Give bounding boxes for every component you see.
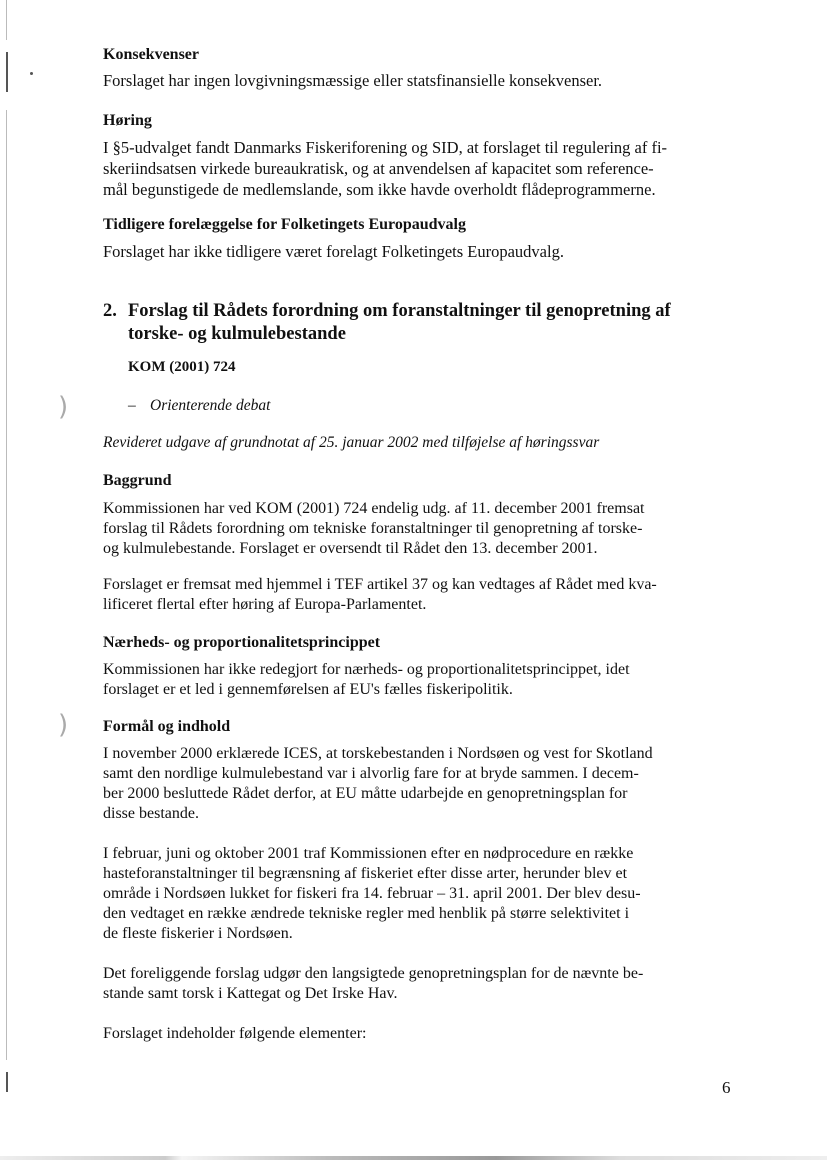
section-heading: Konsekvenser: [103, 46, 199, 63]
section-konsekvenser: [103, 44, 743, 91]
section-baggrund: [103, 470, 743, 615]
section-heading: Tidligere forelæggelse for Folketingets Europaudvalg: [103, 216, 466, 233]
text-line: og kulmulebestande. Forslaget er oversendt til Rådet den 13. december 2001.: [103, 540, 598, 557]
scan-bottom-edge: [0, 1156, 827, 1160]
text-line: Forslaget indeholder følgende elementer:: [103, 1025, 367, 1042]
text-line: samt den nordlige kulmulebestand var i alvorlig fare for at bryde sammen. I decem-: [103, 765, 639, 782]
section-heading: Formål og indhold: [103, 718, 231, 735]
kom-reference: KOM (2001) 724: [128, 359, 236, 375]
text-line: de fleste fiskerier i Nordsøen.: [103, 925, 293, 942]
text-line: Forslaget er fremsat med hjemmel i TEF artikel 37 og kan vedtages af Rådet med kva-: [103, 576, 657, 593]
paragraph: [103, 499, 743, 559]
text-line: skeriindsatsen virkede bureaukratisk, og at anvendelsen af kapacitet som reference-: [103, 159, 654, 178]
text-line: disse bestande.: [103, 805, 199, 822]
scan-edge-line: [6, 0, 7, 40]
text-line: den vedtaget en række ændrede tekniske regler med henblik på større selektivitet i: [103, 905, 630, 922]
text-line: Kommissionen har ikke redegjort for nærheds- og proportionalitetsprincippet, idet: [103, 661, 630, 678]
debate-label: Orienterende debat: [150, 397, 271, 414]
paragraph: [103, 844, 743, 944]
section-tidligere-forelaeggelse: [103, 214, 743, 262]
paragraph: [103, 964, 743, 1004]
text-line: ber 2000 besluttede Rådet derfor, at EU måtte udarbejde en genopretningsplan for: [103, 785, 628, 802]
item-title-line: Forslag til Rådets forordning om foranstaltninger til genopretning af: [128, 301, 671, 321]
text-line: hasteforanstaltninger til begrænsning af fiskeriet efter disse arter, herunder blev et: [103, 865, 628, 882]
scan-speck: [30, 72, 33, 75]
text-line: stande samt torsk i Kattegat og Det Irske Hav.: [103, 985, 398, 1002]
paragraph: [103, 1024, 743, 1044]
section-heading: Høring: [103, 112, 152, 129]
section-formaal-og-indhold: [103, 716, 743, 1044]
revised-note: Revideret udgave af grundnotat af 25. januar 2002 med tilføjelse af høringssvar: [103, 434, 600, 451]
text-line: forslag til Rådets forordning om tekniske foranstaltninger til genopretning af torske-: [103, 520, 643, 537]
paragraph: [103, 744, 743, 824]
scan-edge-mark: [6, 52, 8, 92]
text-line: I november 2000 erklærede ICES, at torskebestanden i Nordsøen og vest for Skotland: [103, 745, 653, 762]
text-line: I §5-udvalget fandt Danmarks Fiskeriforening og SID, at forslaget til regulering af fi-: [103, 138, 668, 157]
section-heading: Nærheds- og proportionalitetsprincippet: [103, 634, 381, 651]
scan-edge-line: [6, 110, 7, 1060]
debate-type: [128, 397, 270, 415]
text-line: område i Nordsøen lukket for fiskeri fra 14. februar – 31. april 2001. Der blev desu-: [103, 885, 641, 902]
text-line: Kommissionen har ved KOM (2001) 724 endelig udg. af 11. december 2001 fremsat: [103, 500, 645, 517]
text-line: mål begunstigede de medlemslande, som ikke havde overholdt flådeprogrammerne.: [103, 180, 656, 199]
paragraph: [103, 575, 743, 615]
dash-bullet: –: [128, 397, 136, 414]
text-line: Det foreliggende forslag udgør den langsigtede genopretningsplan for de nævnte be-: [103, 965, 644, 982]
item-title-line: torske- og kulmulebestande: [128, 324, 346, 344]
text-line: forslaget er et led i gennemførelsen af EU's fælles fiskeripolitik.: [103, 681, 513, 698]
punch-hole-mark: ): [58, 392, 69, 422]
section-horing: [103, 110, 743, 200]
section-heading: Baggrund: [103, 472, 172, 489]
punch-hole-mark: ): [58, 710, 69, 740]
section-naerhedsprincippet: [103, 632, 743, 700]
text-line: lificeret flertal efter høring af Europa-Parlamentet.: [103, 596, 427, 613]
text-line: I februar, juni og oktober 2001 traf Kommissionen efter en nødprocedure en række: [103, 845, 634, 862]
text-line: Forslaget har ikke tidligere været forelagt Folketingets Europaudvalg.: [103, 242, 564, 261]
scan-edge-mark: [6, 1072, 8, 1092]
text-line: Forslaget har ingen lovgivningsmæssige eller statsfinansielle konsekvenser.: [103, 71, 603, 90]
paragraph: [103, 660, 743, 700]
item-number: 2.: [103, 301, 117, 321]
page-number: 6: [722, 1078, 731, 1097]
